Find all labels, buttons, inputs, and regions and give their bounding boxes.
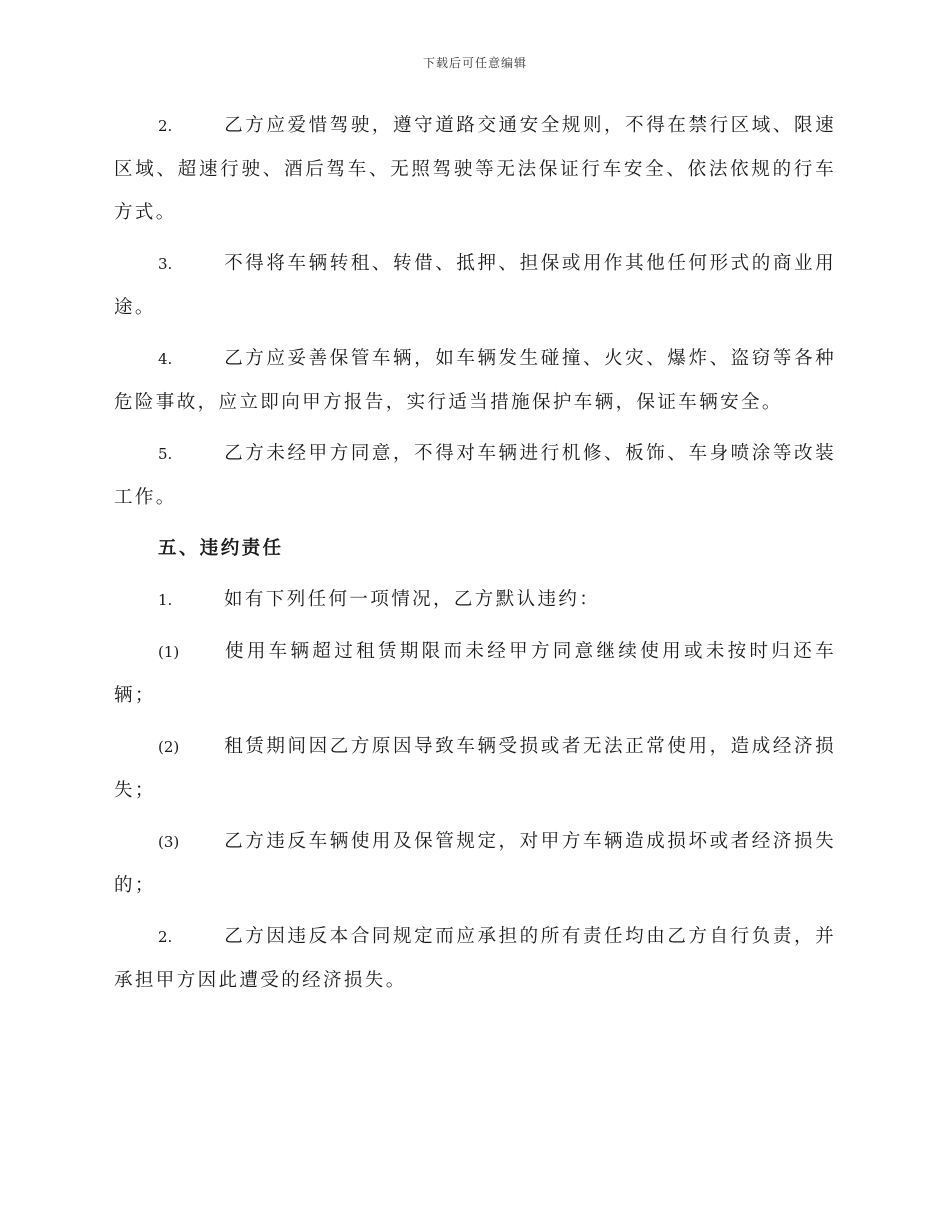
breach-text: 租赁期间因乙方原因导致车辆受损或者无法正常使用，造成经济损失； [114, 736, 836, 801]
clause-text: 乙方未经甲方同意，不得对车辆进行机修、板饰、车身喷涂等改装工作。 [114, 443, 836, 508]
clause-number: 4. [158, 350, 173, 368]
clause-text: 乙方应妥善保管车辆，如车辆发生碰撞、火灾、爆炸、盗窃等各种危险事故，应立即向甲方报告，实行适当措施保护车辆，保证车辆安全。 [114, 348, 836, 413]
breach-item [114, 630, 836, 717]
clause-number: 5. [158, 445, 173, 463]
clause-paragraph [114, 242, 836, 329]
breach-item [114, 578, 836, 622]
breach-number: 2. [158, 928, 173, 946]
document-body [114, 104, 836, 1010]
clause-paragraph [114, 337, 836, 424]
breach-item [114, 725, 836, 812]
breach-text: 如有下列任何一项情况，乙方默认违约： [224, 589, 601, 610]
clause-text: 不得将车辆转租、转借、抵押、担保或用作其他任何形式的商业用途。 [114, 253, 836, 318]
clause-number: 3. [158, 255, 173, 273]
breach-text: 乙方违反车辆使用及保管规定，对甲方车辆造成损坏或者经济损失的； [114, 831, 836, 896]
breach-number: (2) [158, 738, 180, 756]
page-header: 下载后可任意编辑 [422, 56, 527, 70]
clause-paragraph [114, 104, 836, 234]
breach-number: (1) [158, 643, 180, 661]
breach-number: 1. [158, 591, 173, 609]
breach-item [114, 820, 836, 907]
clause-text: 乙方应爱惜驾驶，遵守道路交通安全规则，不得在禁行区域、限速区域、超速行驶、酒后驾车、无照驾驶等无法保证行车安全、依法依规的行车方式。 [114, 115, 836, 223]
clause-paragraph [114, 432, 836, 519]
breach-number: (3) [158, 833, 180, 851]
breach-text: 乙方因违反本合同规定而应承担的所有责任均由乙方自行负责，并承担甲方因此遭受的经济损失。 [114, 926, 836, 991]
breach-text: 使用车辆超过租赁期限而未经甲方同意继续使用或未按时归还车辆； [114, 641, 836, 706]
clause-number: 2. [158, 117, 173, 135]
breach-item [114, 915, 836, 1002]
section-heading: 五、违约责任 [158, 538, 284, 559]
